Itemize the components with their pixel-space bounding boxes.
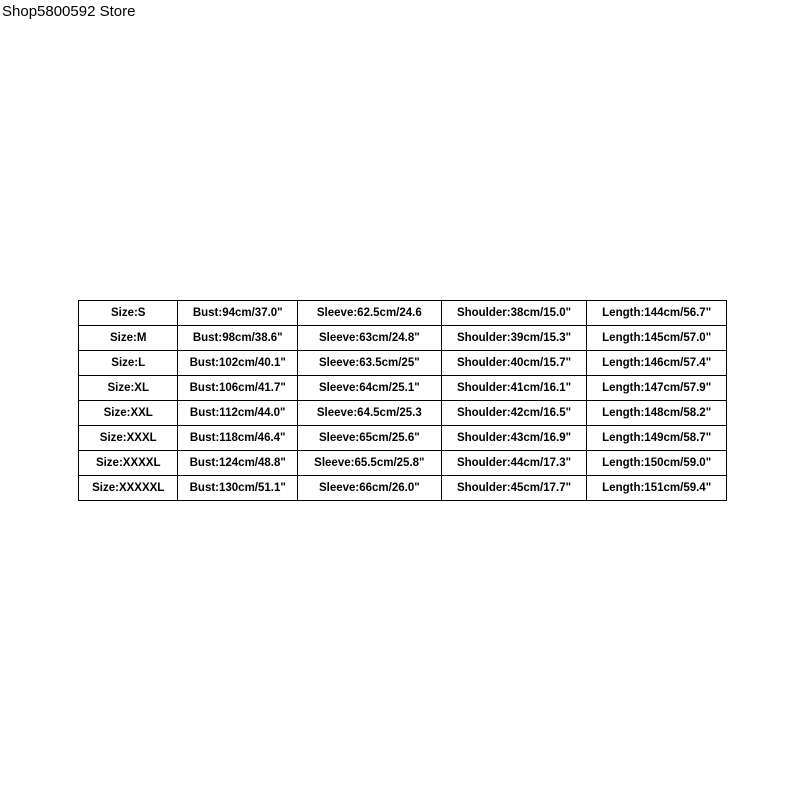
shoulder-cell: Shoulder:45cm/17.7" (441, 476, 587, 501)
length-cell: Length:144cm/56.7" (587, 301, 727, 326)
table-row (79, 376, 727, 401)
sleeve-cell: Sleeve:63.5cm/25" (298, 351, 442, 376)
size-cell: Size:XXXXL (79, 451, 178, 476)
size-cell: Size:XXXL (79, 426, 178, 451)
length-cell: Length:146cm/57.4" (587, 351, 727, 376)
size-cell: Size:XXL (79, 401, 178, 426)
table-row (79, 426, 727, 451)
shoulder-cell: Shoulder:41cm/16.1" (441, 376, 587, 401)
sleeve-cell: Sleeve:66cm/26.0" (298, 476, 442, 501)
length-cell: Length:150cm/59.0" (587, 451, 727, 476)
sleeve-cell: Sleeve:63cm/24.8" (298, 326, 442, 351)
length-cell: Length:145cm/57.0" (587, 326, 727, 351)
shoulder-cell: Shoulder:42cm/16.5" (441, 401, 587, 426)
size-chart-table (78, 300, 727, 501)
size-cell: Size:S (79, 301, 178, 326)
table-row (79, 401, 727, 426)
sleeve-cell: Sleeve:62.5cm/24.6 (298, 301, 442, 326)
sleeve-cell: Sleeve:65.5cm/25.8" (298, 451, 442, 476)
bust-cell: Bust:112cm/44.0" (178, 401, 298, 426)
shoulder-cell: Shoulder:38cm/15.0" (441, 301, 587, 326)
length-cell: Length:147cm/57.9" (587, 376, 727, 401)
bust-cell: Bust:124cm/48.8" (178, 451, 298, 476)
table-row (79, 301, 727, 326)
store-name: Shop5800592 Store (2, 3, 136, 20)
bust-cell: Bust:118cm/46.4" (178, 426, 298, 451)
size-cell: Size:XXXXXL (79, 476, 178, 501)
shoulder-cell: Shoulder:44cm/17.3" (441, 451, 587, 476)
size-cell: Size:L (79, 351, 178, 376)
size-cell: Size:M (79, 326, 178, 351)
bust-cell: Bust:102cm/40.1" (178, 351, 298, 376)
shoulder-cell: Shoulder:40cm/15.7" (441, 351, 587, 376)
table-row (79, 451, 727, 476)
sleeve-cell: Sleeve:64cm/25.1" (298, 376, 442, 401)
bust-cell: Bust:98cm/38.6" (178, 326, 298, 351)
bust-cell: Bust:106cm/41.7" (178, 376, 298, 401)
bust-cell: Bust:94cm/37.0" (178, 301, 298, 326)
table-row (79, 476, 727, 501)
length-cell: Length:149cm/58.7" (587, 426, 727, 451)
length-cell: Length:148cm/58.2" (587, 401, 727, 426)
bust-cell: Bust:130cm/51.1" (178, 476, 298, 501)
sleeve-cell: Sleeve:64.5cm/25.3 (298, 401, 442, 426)
shoulder-cell: Shoulder:43cm/16.9" (441, 426, 587, 451)
table-row (79, 351, 727, 376)
table-row (79, 326, 727, 351)
shoulder-cell: Shoulder:39cm/15.3" (441, 326, 587, 351)
size-cell: Size:XL (79, 376, 178, 401)
length-cell: Length:151cm/59.4" (587, 476, 727, 501)
sleeve-cell: Sleeve:65cm/25.6" (298, 426, 442, 451)
